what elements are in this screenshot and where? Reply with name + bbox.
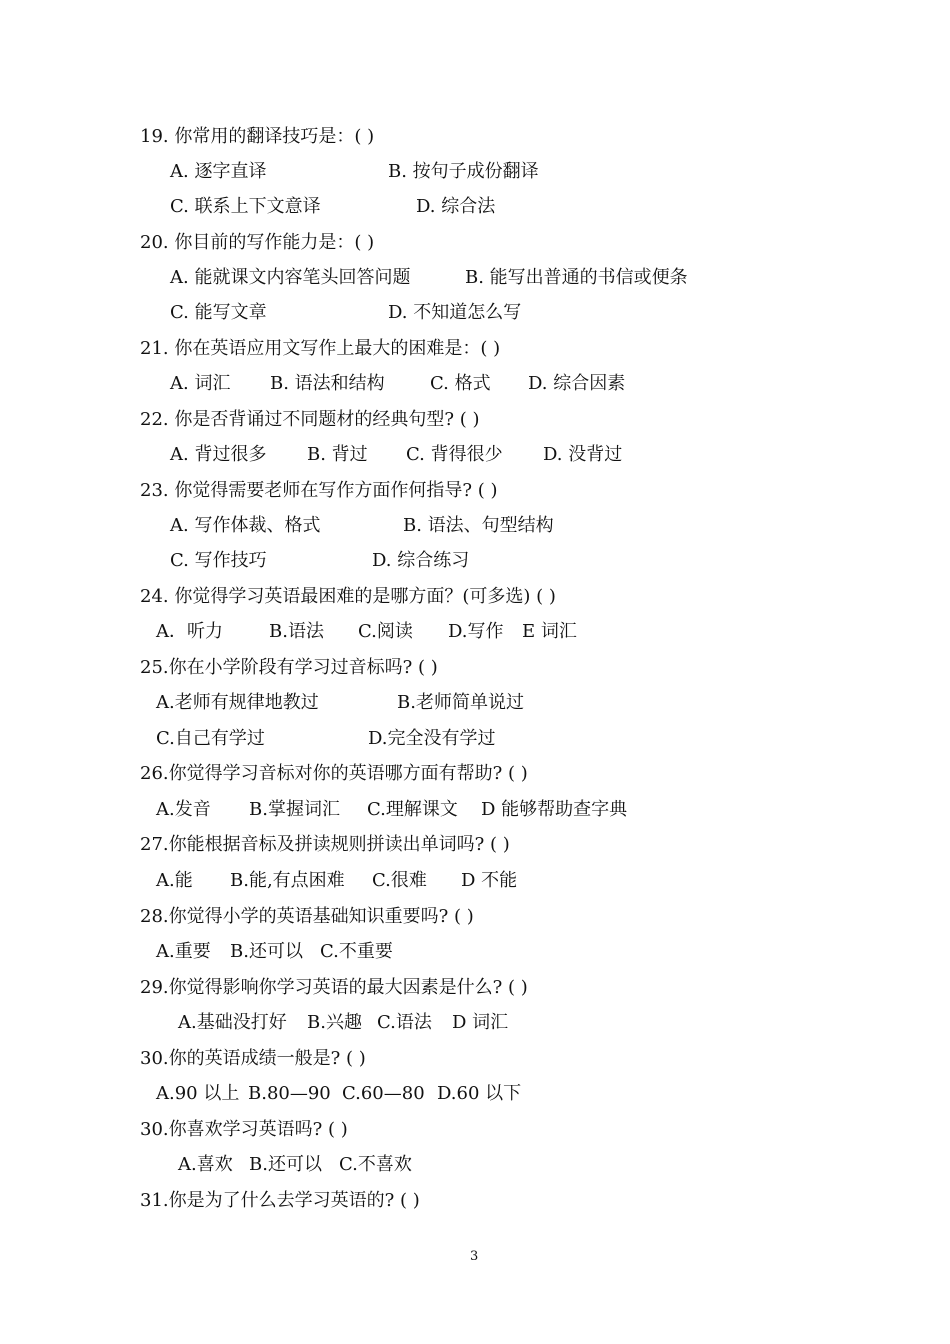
question-text: 29.你觉得影响你学习英语的最大因素是什么? ( ): [140, 977, 528, 998]
answer-option: D 词汇: [452, 1012, 509, 1033]
answer-option: A.重要: [156, 941, 211, 962]
answer-option: C. 能写文章: [170, 302, 267, 323]
question-text: 25.你在小学阶段有学习过音标吗? ( ): [140, 657, 438, 678]
answer-option: A．听力: [156, 621, 223, 642]
page-number: 3: [470, 1249, 479, 1264]
answer-option: D.写作: [448, 621, 504, 642]
answer-option: B.还可以: [249, 1154, 322, 1175]
answer-option: D. 不知道怎么写: [388, 302, 522, 323]
answer-option: C.语法: [377, 1012, 432, 1033]
answer-option: A.老师有规律地教过: [156, 692, 319, 713]
question-text: 30.你的英语成绩一般是? ( ): [140, 1048, 366, 1069]
answer-option: C.不重要: [320, 941, 393, 962]
question-text: 24. 你觉得学习英语最困难的是哪方面？(可多选) ( ): [140, 586, 556, 607]
answer-option: D. 综合法: [416, 196, 496, 217]
answer-option: C. 写作技巧: [170, 550, 267, 571]
answer-option: C. 背得很少: [406, 444, 503, 465]
question-text: 22. 你是否背诵过不同题材的经典句型? ( ): [140, 409, 480, 430]
answer-option: D. 没背过: [543, 444, 623, 465]
answer-option: B.80—90: [248, 1083, 331, 1104]
answer-option: D. 综合练习: [372, 550, 470, 571]
answer-option: B.能,有点困难: [230, 870, 345, 891]
question-text: 31.你是为了什么去学习英语的? ( ): [140, 1190, 420, 1211]
answer-option: C.阅读: [358, 621, 413, 642]
question-text: 27.你能根据音标及拼读规则拼读出单词吗? ( ): [140, 834, 510, 855]
question-text: 30.你喜欢学习英语吗? ( ): [140, 1119, 348, 1140]
answer-option: B.掌握词汇: [249, 799, 340, 820]
question-text: 28.你觉得小学的英语基础知识重要吗? ( ): [140, 906, 474, 927]
question-text: 19. 你常用的翻译技巧是：( ): [140, 126, 375, 147]
answer-option: B. 语法、句型结构: [403, 515, 554, 536]
answer-option: A. 背过很多: [170, 444, 267, 465]
question-text: 21. 你在英语应用文写作上最大的困难是：( ): [140, 338, 501, 359]
question-text: 26.你觉得学习音标对你的英语哪方面有帮助? ( ): [140, 763, 528, 784]
answer-option: B. 语法和结构: [270, 373, 385, 394]
answer-option: D. 综合因素: [528, 373, 626, 394]
answer-option: A. 能就课文内容笔头回答问题: [170, 267, 411, 288]
answer-option: C.理解课文: [367, 799, 458, 820]
answer-option: A. 写作体裁、格式: [170, 515, 321, 536]
answer-option: E 词汇: [522, 621, 577, 642]
answer-option: B.还可以: [230, 941, 303, 962]
answer-option: C.很难: [372, 870, 427, 891]
answer-option: D.完全没有学过: [368, 728, 496, 749]
answer-option: D.60 以下: [437, 1083, 522, 1104]
question-text: 23. 你觉得需要老师在写作方面作何指导? ( ): [140, 480, 498, 501]
answer-option: B. 能写出普通的书信或便条: [465, 267, 688, 288]
answer-option: A.90 以上: [156, 1083, 240, 1104]
answer-option: A.发音: [156, 799, 211, 820]
answer-option: A.喜欢: [178, 1154, 233, 1175]
answer-option: B. 背过: [307, 444, 368, 465]
answer-option: C.60—80: [342, 1083, 425, 1104]
answer-option: A.能: [156, 870, 193, 891]
answer-option: B.老师简单说过: [397, 692, 524, 713]
question-text: 20. 你目前的写作能力是：( ): [140, 232, 375, 253]
answer-option: A. 逐字直译: [170, 161, 267, 182]
answer-option: A.基础没打好: [178, 1012, 287, 1033]
answer-option: C.不喜欢: [339, 1154, 412, 1175]
answer-option: C. 联系上下文意译: [170, 196, 321, 217]
answer-option: B.兴趣: [307, 1012, 362, 1033]
answer-option: B. 按句子成份翻译: [388, 161, 539, 182]
answer-option: A. 词汇: [170, 373, 231, 394]
answer-option: D 不能: [461, 870, 518, 891]
answer-option: C.自己有学过: [156, 728, 265, 749]
answer-option: D 能够帮助查字典: [481, 799, 628, 820]
answer-option: C. 格式: [430, 373, 491, 394]
answer-option: B.语法: [269, 621, 324, 642]
